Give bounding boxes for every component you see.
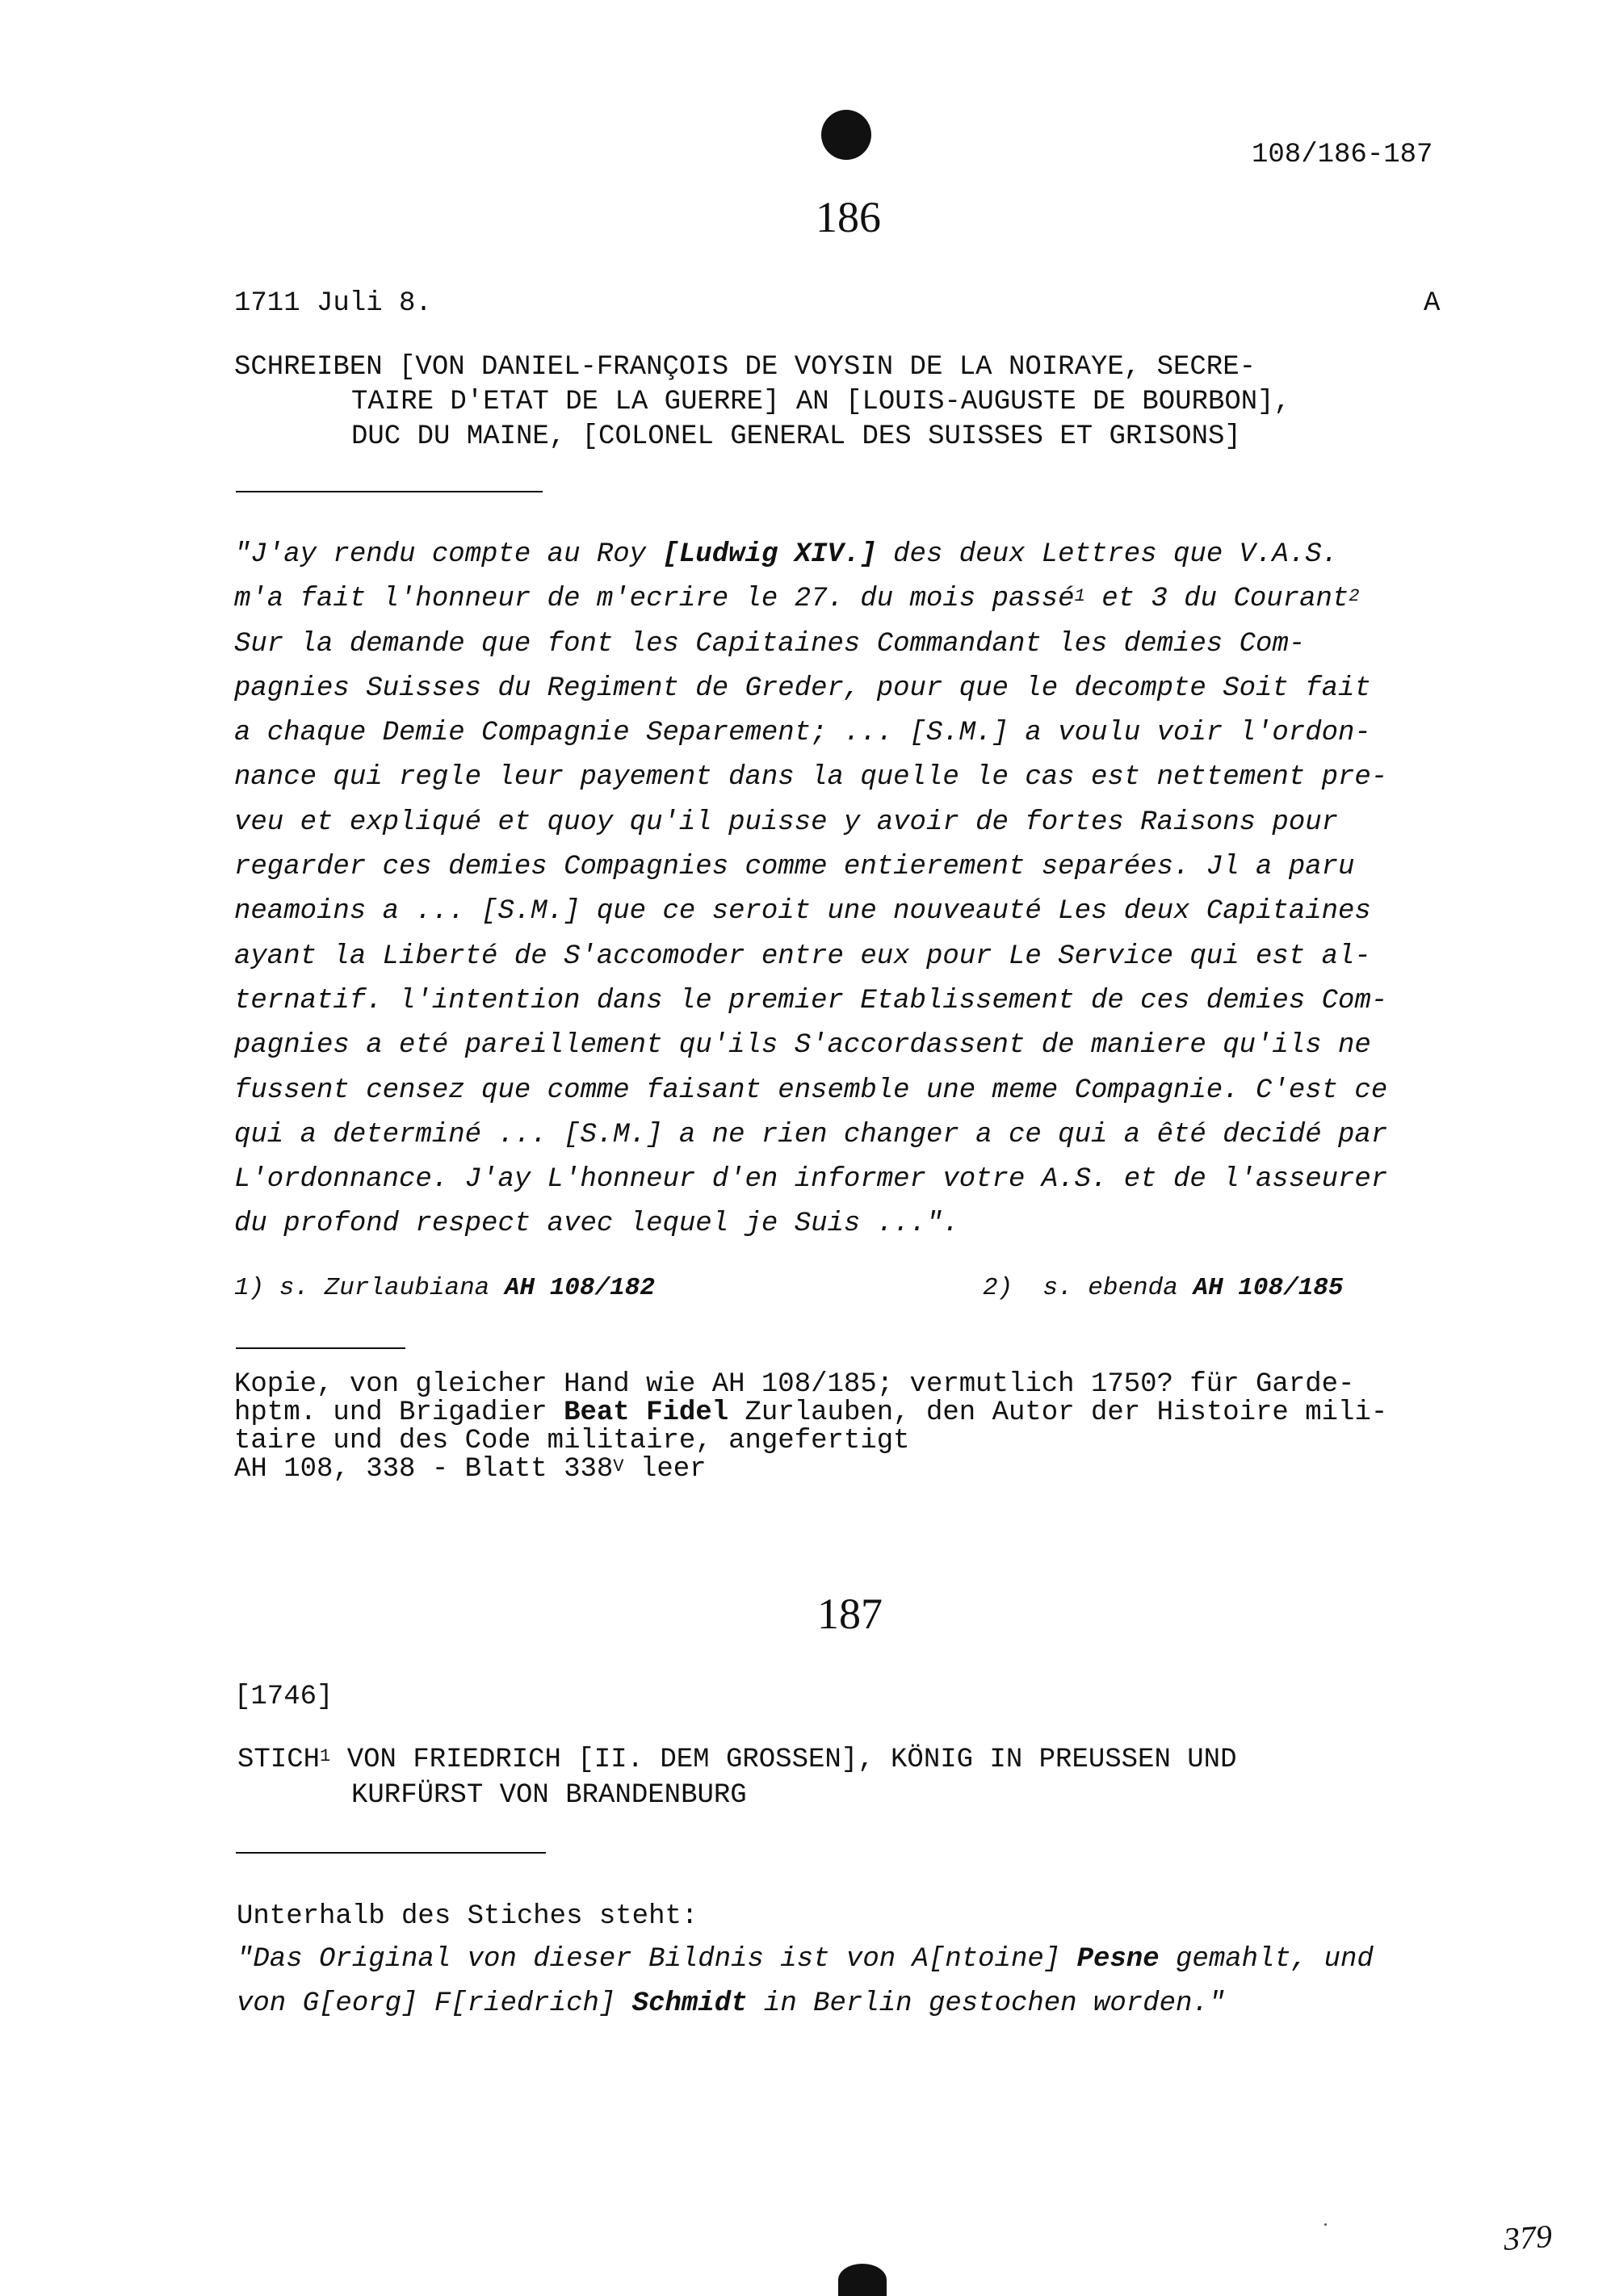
footnote-rule [236,1347,405,1349]
provenance-line-3: taire und des Code militaire, angefertigt [234,1426,910,1456]
engraving-inscription [237,1938,1374,2027]
body-line-5: a chaque Demie Compagnie Separement; ... [S.M.] a voulu voir l'ordon- [234,718,1371,749]
provenance-line-2: hptm. und Brigadier Beat Fidel Zurlauben, den Autor der Histoire mili- [234,1397,1388,1428]
body-line-3: Sur la demande que font les Capitaines Commandant les demies Com- [234,628,1306,660]
engraving-intro: Unterhalb des Stiches steht: [237,1901,698,1932]
inscription-line-2: von G[eorg] F[riedrich] Schmidt in Berlin gestochen worden." [237,1988,1226,2020]
document-date-187: [1746] [234,1682,333,1712]
provenance-line-1: Kopie, von gleicher Hand wie AH 108/185; vermutlich 1750? für Garde- [234,1369,1355,1400]
body-line-10: ayant la Liberté de S'accomoder entre eux pour Le Service qui est al- [234,941,1371,972]
title-187-line-1: STICH$^1$ VON FRIEDRICH [II. DEM GROSSEN], KÖNIG IN PREUSSEN UND [237,1745,1237,1775]
body-line-14: qui a determiné ... [S.M.] a ne rien changer a ce qui a êté decidé par [234,1119,1388,1150]
provenance-line-4: AH 108, 338 - Blatt $338^V$ leer [234,1454,707,1485]
scan-speck [1324,2223,1327,2226]
title-line-2: TAIRE D'ETAT DE LA GUERRE] AN [LOUIS-AUGUSTE DE BOURBON], [351,387,1290,417]
body-line-2: m'a fait l'honneur de m'ecrire le 27. du mois passé$^1$ et 3 du Courant$^2$ [234,584,1360,615]
document-type: A [1424,288,1441,319]
archive-reference: 108/186-187 [1252,140,1433,170]
punch-hole-top [821,110,871,160]
body-line-15: L'ordonnance. J'ay L'honneur d'en informer votre A.S. et de l'asseurer [234,1164,1388,1196]
section-rule-187 [236,1852,546,1854]
body-line-4: pagnies Suisses du Regiment de Greder, pour que le decompte Soit fait [234,672,1371,704]
document-number-186: 186 [816,193,881,241]
body-line-6: nance qui regle leur payement dans la quelle le cas est nettement pre- [234,762,1388,794]
section-rule [236,491,543,492]
body-line-7: veu et expliqué et quoy qu'il puisse y avoir de fortes Raisons pour [234,807,1339,838]
document-date: 1711 Juli 8. [234,288,432,319]
body-line-8: regarder ces demies Compagnies comme entierement separées. Jl a paru [234,852,1355,883]
footnote-1: 1) s. Zurlaubiana AH 108/182 [234,1274,655,1302]
body-line-9: neamoins a ... [S.M.] que ce seroit une nouveauté Les deux Capitaines [234,896,1371,928]
provenance-note [234,1371,1387,1484]
handwritten-page-number: 379 [1502,2217,1554,2258]
document-number-187: 187 [817,1590,883,1638]
letter-body [234,533,1387,1247]
title-187-line-2: KURFÜRST VON BRANDENBURG [351,1780,747,1811]
body-line-11: ternatif. l'intention dans le premier Etablissement de ces demies Com- [234,985,1388,1016]
body-line-12: pagnies a eté pareillement qu'ils S'accordassent de maniere qu'ils ne [234,1030,1371,1062]
title-line-3: DUC DU MAINE, [COLONEL GENERAL DES SUISSES ET GRISONS] [351,421,1241,452]
body-line-16: du profond respect avec lequel je Suis ...". [234,1209,959,1240]
body-line-1: "J'ay rendu compte au Roy [Ludwig XIV.] des deux Lettres que V.A.S. [234,539,1339,570]
punch-hole-bottom [838,2264,887,2296]
footnote-2: 2) s. ebenda AH 108/185 [983,1274,1344,1302]
title-line-1: SCHREIBEN [VON DANIEL-FRANÇOIS DE VOYSIN DE LA NOIRAYE, SECRE- [234,352,1256,383]
body-line-13: fussent censez que comme faisant ensemble une meme Compagnie. C'est ce [234,1075,1388,1106]
inscription-line-1: "Das Original von dieser Bildnis ist von A[ntoine] Pesne gemahlt, und [237,1944,1374,1975]
